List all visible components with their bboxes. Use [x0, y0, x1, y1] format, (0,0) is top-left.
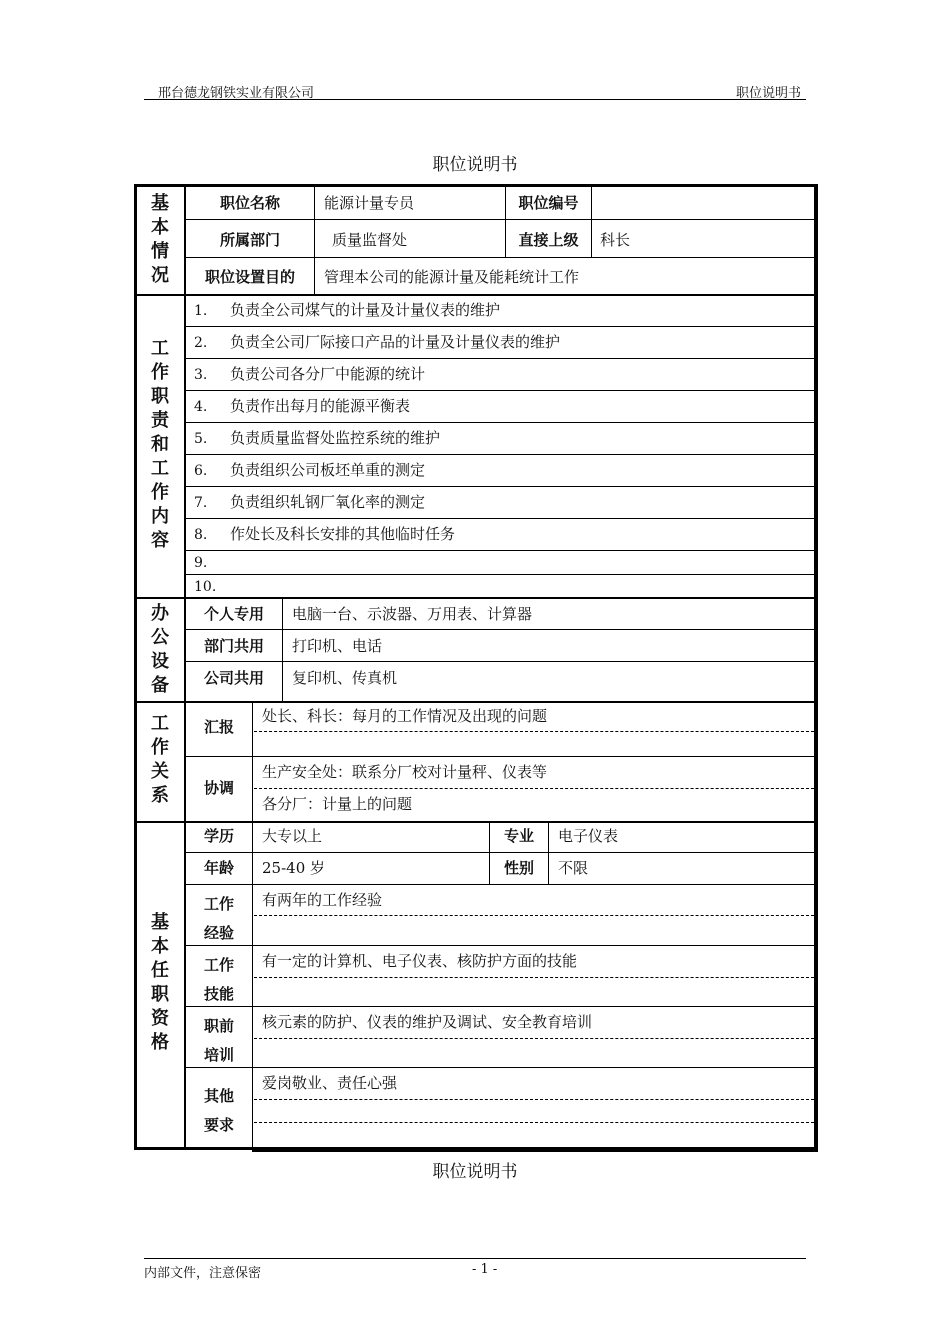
section-qualification: 基 本 任 职 资 格 [151, 912, 169, 1053]
label-company-equipment: 公司共用 [203, 669, 264, 687]
label-personal-equipment: 个人专用 [203, 605, 264, 623]
value-coordinate-1: 生产安全处：联系分厂校对计量秤、仪表等 [262, 763, 548, 781]
value-superior: 科长 [600, 231, 631, 249]
duty-item: 4. 负责作出每月的能源平衡表 [194, 397, 411, 415]
value-dept-equipment: 打印机、电话 [292, 637, 383, 655]
table-shadow-bottom [252, 1148, 818, 1152]
value-age: 25-40 岁 [262, 859, 326, 877]
value-position-name: 能源计量专员 [324, 194, 415, 212]
label-position-name: 职位名称 [219, 194, 280, 212]
label-education: 学历 [203, 827, 234, 845]
label-experience: 工作 经验 [203, 895, 234, 942]
value-skills: 有一定的计算机、电子仪表、核防护方面的技能 [262, 952, 578, 970]
label-purpose: 职位设置目的 [204, 268, 295, 286]
duty-item: 9. [194, 555, 208, 571]
section-equipment: 办 公 设 备 [151, 603, 169, 696]
section-duties: 工 作 职 责 和 工 作 内 容 [151, 338, 169, 551]
value-company-equipment: 复印机、传真机 [292, 669, 398, 687]
company-name: 邢台德龙钢铁实业有限公司 [158, 86, 315, 101]
label-report: 汇报 [203, 718, 234, 736]
label-age: 年龄 [203, 859, 234, 877]
footer-divider [144, 1258, 806, 1259]
label-coordinate: 协调 [203, 779, 234, 797]
value-gender: 不限 [558, 859, 589, 877]
duty-item: 3. 负责公司各分厂中能源的统计 [194, 365, 426, 383]
duty-item: 10. [194, 579, 217, 595]
value-report: 处长、科长：每月的工作情况及出现的问题 [262, 707, 548, 725]
value-training: 核元素的防护、仪表的维护及调试、安全教育培训 [262, 1013, 593, 1031]
value-major: 电子仪表 [558, 827, 619, 845]
header-divider [144, 99, 806, 100]
label-superior: 直接上级 [518, 231, 579, 249]
doc-type: 职位说明书 [736, 86, 802, 101]
label-department: 所属部门 [219, 231, 280, 249]
value-department: 质量监督处 [332, 231, 408, 249]
value-purpose: 管理本公司的能源计量及能耗统计工作 [324, 268, 580, 286]
label-other: 其他 要求 [203, 1087, 234, 1134]
value-coordinate-2: 各分厂：计量上的问题 [262, 795, 413, 813]
duty-item: 8. 作处长及科长安排的其他临时任务 [194, 525, 456, 543]
duty-item: 1. 负责全公司煤气的计量及计量仪表的维护 [194, 301, 501, 319]
value-education: 大专以上 [262, 827, 323, 845]
value-personal-equipment: 电脑一台、示波器、万用表、计算器 [292, 605, 533, 623]
duty-item: 7. 负责组织轧钢厂氧化率的测定 [194, 493, 426, 511]
footer-confidential: 内部文件，注意保密 [144, 1266, 262, 1281]
duty-item: 2. 负责全公司厂际接口产品的计量及计量仪表的维护 [194, 333, 561, 351]
label-position-code: 职位编号 [518, 194, 579, 212]
value-experience: 有两年的工作经验 [262, 891, 383, 909]
footer-title: 职位说明书 [432, 1162, 518, 1182]
section-basic: 基 本 情 况 [151, 193, 169, 286]
page-number: - 1 - [472, 1262, 498, 1277]
label-major: 专业 [503, 827, 534, 845]
duty-item: 5. 负责质量监督处监控系统的维护 [194, 429, 441, 447]
label-dept-equipment: 部门共用 [203, 637, 264, 655]
duty-item: 6. 负责组织公司板坯单重的测定 [194, 461, 426, 479]
page-title: 职位说明书 [432, 155, 518, 175]
label-training: 职前 培训 [203, 1017, 234, 1064]
label-gender: 性别 [503, 859, 534, 877]
label-skills: 工作 技能 [203, 956, 234, 1003]
value-other: 爱岗敬业、责任心强 [262, 1074, 398, 1092]
section-relations: 工 作 关 系 [151, 713, 169, 806]
